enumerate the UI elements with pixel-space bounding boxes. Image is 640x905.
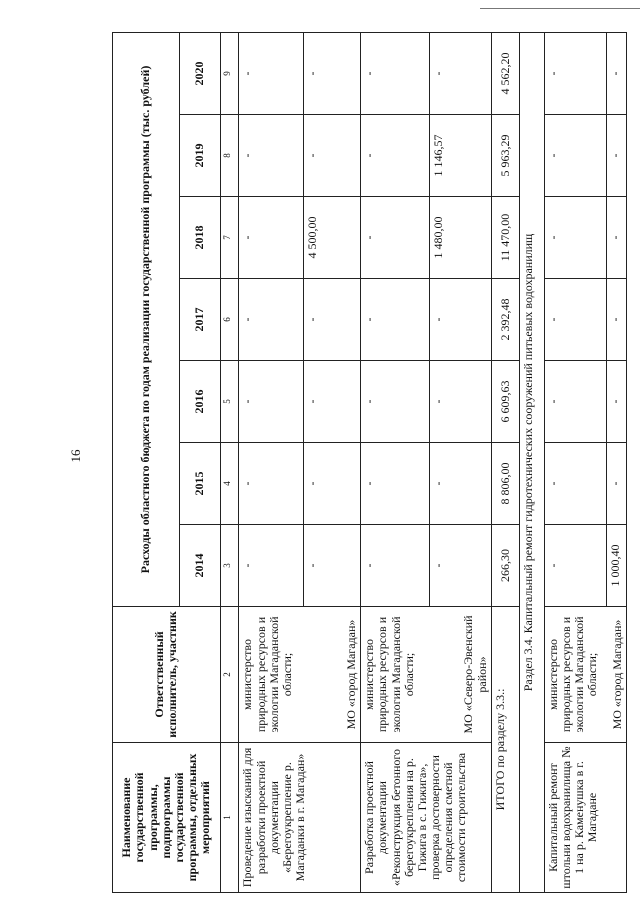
column-index: 8 — [220, 115, 239, 197]
value-cell: - — [429, 33, 491, 115]
value-cell: 1 000,40 — [606, 525, 626, 607]
value-cell: - — [361, 279, 430, 361]
total-value: 8 806,00 — [491, 443, 520, 525]
total-value: 2 392,48 — [491, 279, 520, 361]
value-cell: - — [361, 197, 430, 279]
value-cell: - — [361, 443, 430, 525]
value-cell: - — [239, 197, 303, 279]
value-cell: - — [361, 33, 430, 115]
year-header: 2019 — [179, 115, 220, 197]
column-index: 6 — [220, 279, 239, 361]
year-header: 2020 — [179, 33, 220, 115]
value-cell: 1 146,57 — [429, 115, 491, 197]
column-index-row — [220, 33, 239, 893]
responsible-cell — [544, 607, 626, 743]
value-cell: - — [544, 33, 606, 115]
budget-table — [112, 32, 627, 893]
responsible-secondary: МО «город Магадан» — [609, 619, 624, 730]
value-cell: 1 480,00 — [429, 197, 491, 279]
col-name-header: Наименование государственной программы, подпрограммы государственной программы, отдельных мероприятий — [113, 743, 221, 893]
value-cell: - — [544, 525, 606, 607]
activity-name: Проведение изысканий для разработки проектной документации «Берегоукрепление р. Магаданки в г. Магадан» — [239, 743, 361, 893]
column-index: 9 — [220, 33, 239, 115]
column-index: 5 — [220, 361, 239, 443]
value-cell: - — [303, 115, 361, 197]
page-number-wrap — [64, 446, 88, 466]
year-header: 2018 — [179, 197, 220, 279]
year-header: 2014 — [179, 525, 220, 607]
column-index: 2 — [220, 607, 239, 743]
table-row — [239, 33, 303, 893]
responsible-primary: министерство природных ресурсов и экологии Магаданской области; — [240, 616, 295, 733]
value-cell: - — [429, 525, 491, 607]
value-cell: - — [361, 361, 430, 443]
responsible-secondary: МО «Северо-Эвенский район» — [461, 615, 489, 734]
value-cell: - — [544, 361, 606, 443]
value-cell: - — [429, 361, 491, 443]
value-cell: - — [303, 33, 361, 115]
header-row-1 — [113, 33, 180, 893]
value-cell: - — [606, 115, 626, 197]
budget-group-header: Расходы областного бюджета по годам реализации государственной программы (тыс. рублей) — [113, 33, 180, 607]
value-cell: - — [606, 33, 626, 115]
year-header: 2017 — [179, 279, 220, 361]
budget-table-frame — [112, 33, 627, 893]
value-cell: - — [606, 197, 626, 279]
value-cell: - — [544, 443, 606, 525]
total-value: 266,30 — [491, 525, 520, 607]
value-cell: - — [303, 279, 361, 361]
column-index: 7 — [220, 197, 239, 279]
year-header: 2016 — [179, 361, 220, 443]
header-rule — [480, 8, 640, 9]
value-cell: - — [544, 279, 606, 361]
value-cell: - — [239, 361, 303, 443]
col-responsible-header: Ответственный исполнитель, участник — [113, 607, 221, 743]
value-cell: - — [239, 33, 303, 115]
total-value: 11 470,00 — [491, 197, 520, 279]
table-row — [361, 33, 430, 893]
value-cell: - — [429, 443, 491, 525]
total-value: 4 562,20 — [491, 33, 520, 115]
value-cell: - — [303, 525, 361, 607]
page-number: 16 — [68, 449, 83, 463]
total-row — [491, 33, 520, 893]
value-cell: - — [361, 115, 430, 197]
value-cell: - — [303, 361, 361, 443]
section-row — [520, 33, 544, 893]
value-cell: - — [544, 115, 606, 197]
value-cell: 4 500,00 — [303, 197, 361, 279]
value-cell: - — [239, 279, 303, 361]
table-row — [544, 33, 606, 893]
column-index: 1 — [220, 743, 239, 893]
value-cell: - — [239, 443, 303, 525]
value-cell: - — [239, 525, 303, 607]
section-title: Раздел 3.4. Капитальный ремонт гидротехнических сооружений питьевых водохранилищ — [520, 33, 544, 893]
total-value: 6 609,63 — [491, 361, 520, 443]
value-cell: - — [239, 115, 303, 197]
responsible-cell — [361, 607, 492, 743]
year-header: 2015 — [179, 443, 220, 525]
value-cell: - — [606, 279, 626, 361]
column-index: 4 — [220, 443, 239, 525]
total-label: ИТОГО по разделу 3.3.: — [491, 607, 520, 893]
responsible-cell — [239, 607, 361, 743]
total-value: 5 963,29 — [491, 115, 520, 197]
activity-name: Капитальный ремонт штольни водохранилища № 1 на р. Каменушка в г. Магадане — [544, 743, 626, 893]
value-cell: - — [606, 443, 626, 525]
value-cell: - — [429, 279, 491, 361]
responsible-primary: министерство природных ресурсов и экологии Магаданской области; — [362, 616, 416, 733]
column-index: 3 — [220, 525, 239, 607]
responsible-secondary: МО «город Магадан» — [343, 619, 358, 730]
activity-name: Разработка проектной документации «Реконструкция бетонного берегоукрепления на р. Гижига в с. Гижига», проверка достоверности определения сметной стоимости строительства — [361, 743, 492, 893]
value-cell: - — [361, 525, 430, 607]
responsible-primary: министерство природных ресурсов и экологии Магаданской области; — [545, 616, 600, 733]
value-cell: - — [544, 197, 606, 279]
value-cell: - — [303, 443, 361, 525]
value-cell: - — [606, 361, 626, 443]
